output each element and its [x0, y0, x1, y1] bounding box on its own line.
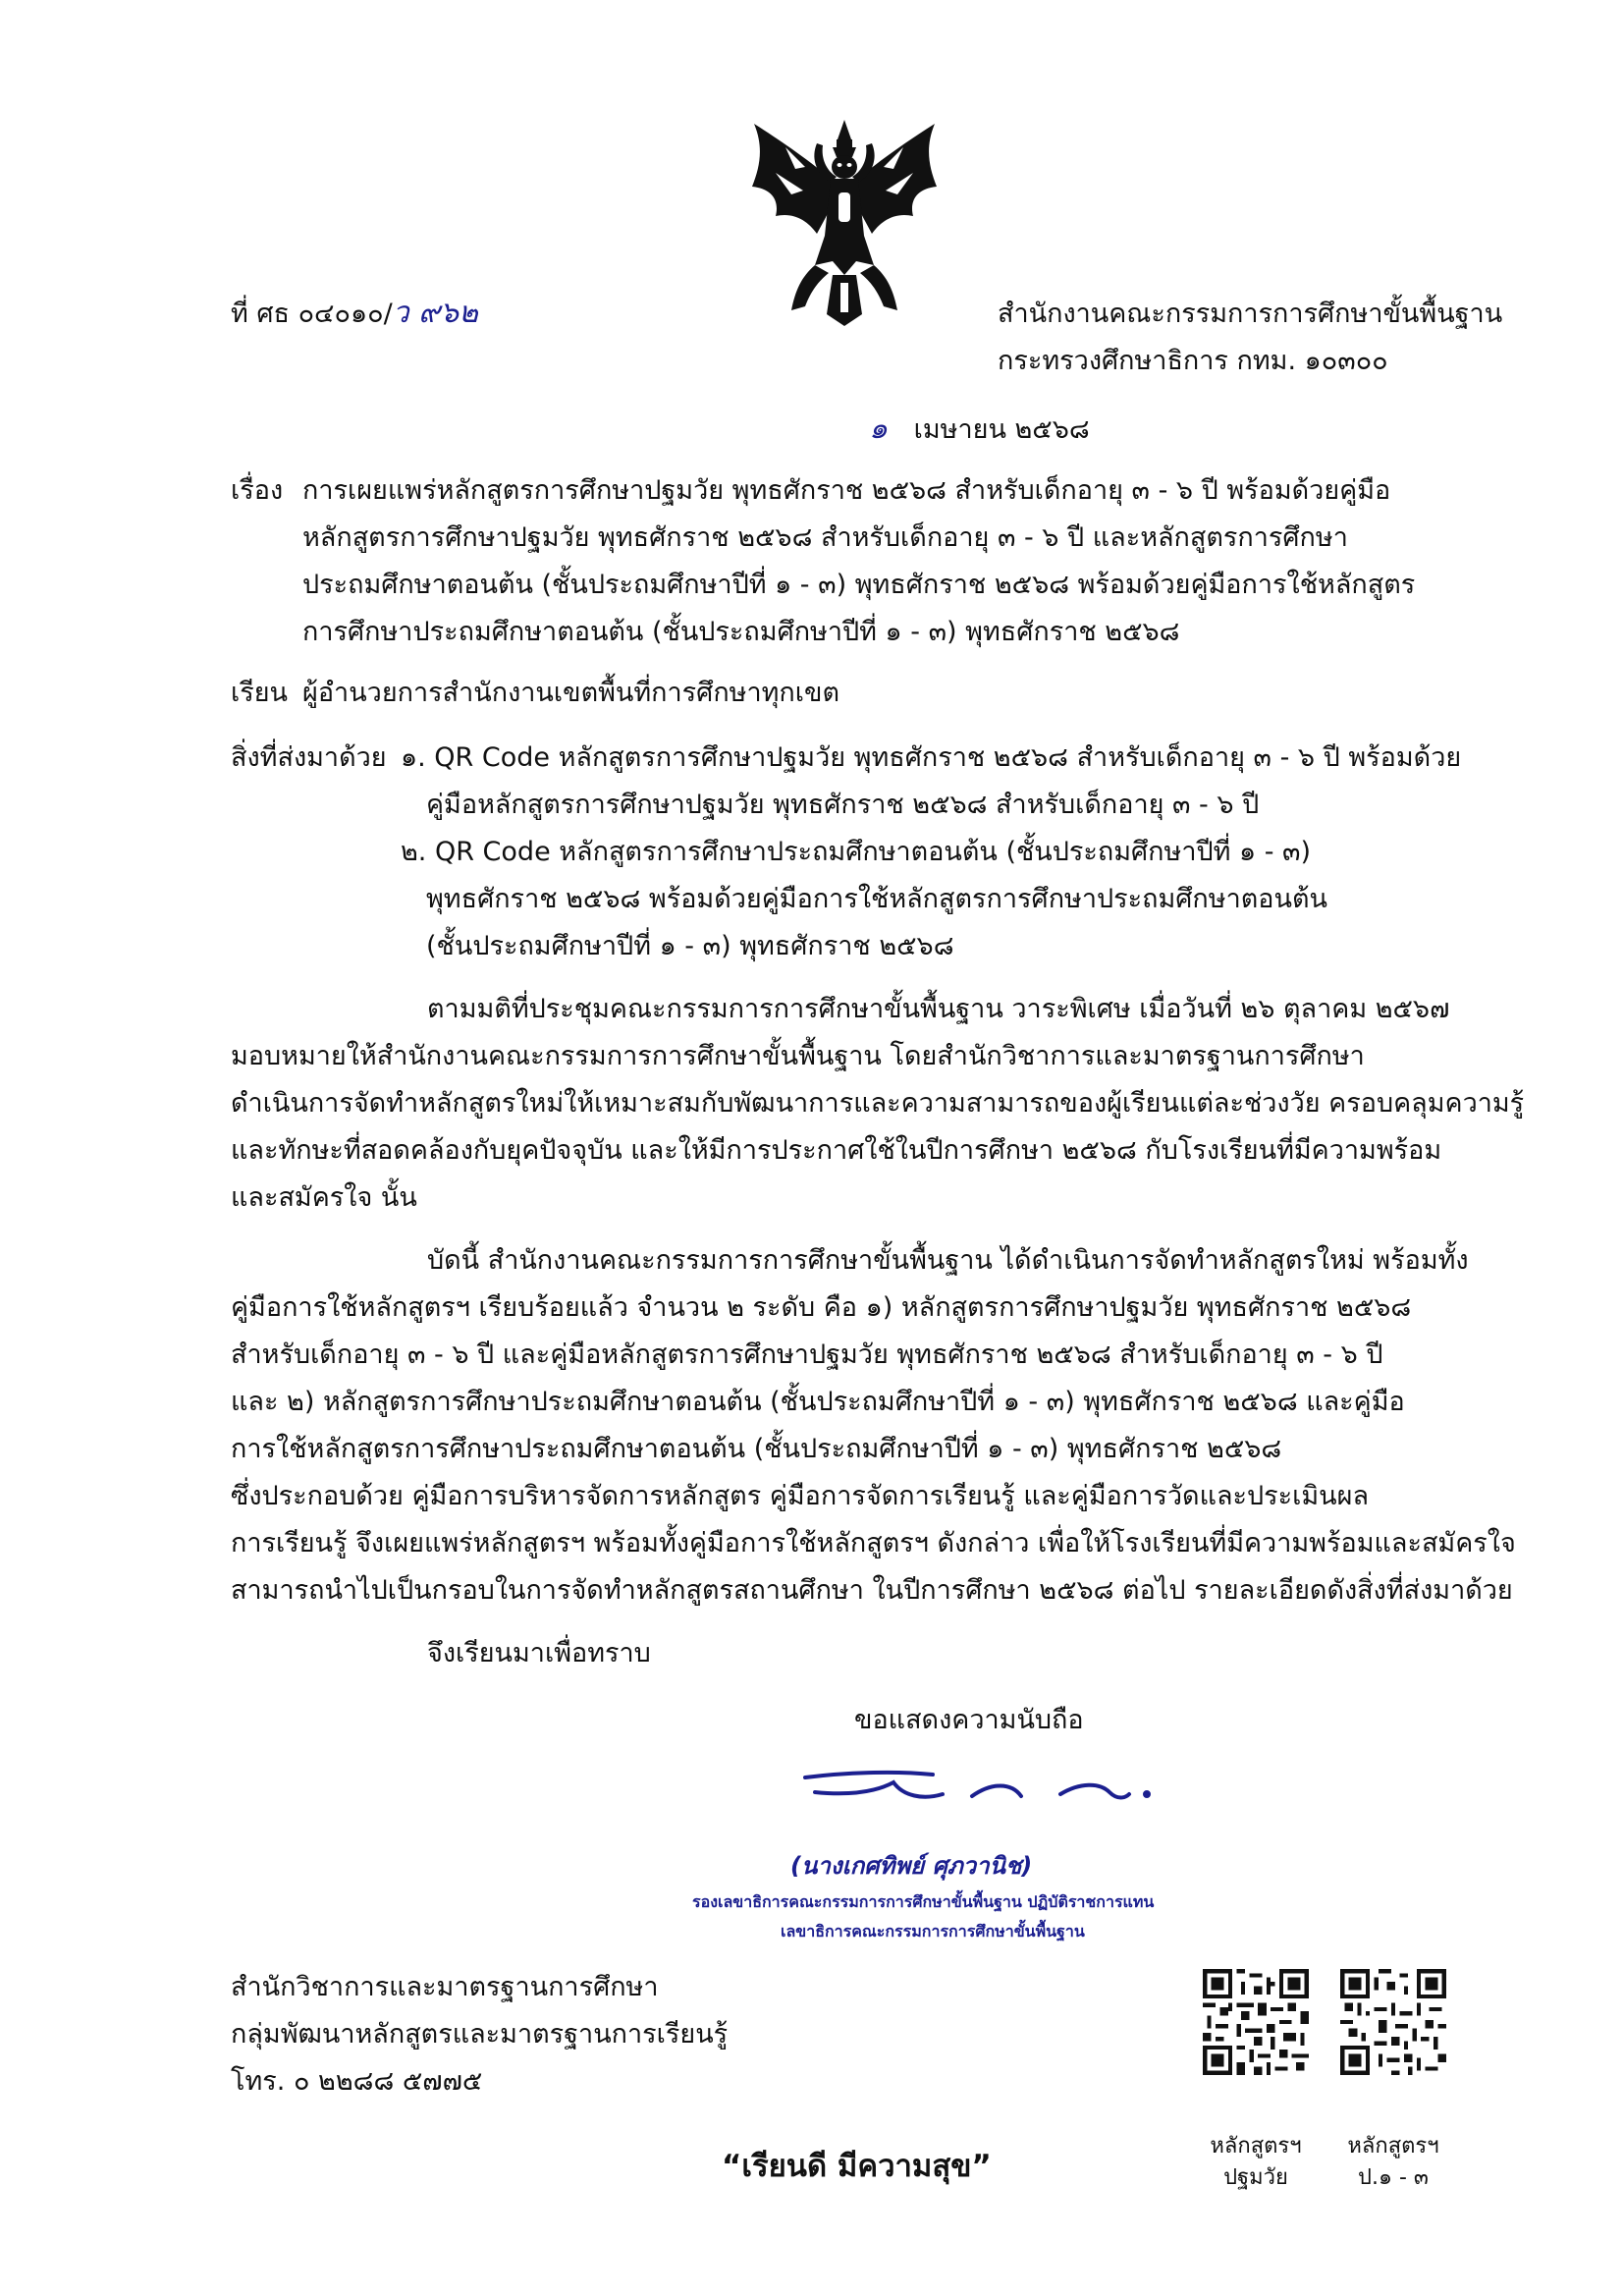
- qr-code-early-childhood[interactable]: [1203, 1969, 1309, 2075]
- paragraph-2-line-6: ซึ่งประกอบด้วย คู่มือการบริหารจัดการหลักสูตร คู่มือการจัดการเรียนรู้ และคู่มือการวัดและประเมินผล: [231, 1481, 1370, 1511]
- document-date: [869, 411, 1090, 446]
- closing-request: จึงเรียนมาเพื่อทราบ: [427, 1638, 651, 1668]
- paragraph-1-line-3: ดำเนินการจัดทำหลักสูตรใหม่ให้เหมาะสมกับพัฒนาการและความสามารถของผู้เรียนแต่ละช่วงวัย ครอบคลุมความรู้: [231, 1088, 1525, 1119]
- attachment-1-line-2: คู่มือหลักสูตรการศึกษาปฐมวัย พุทธศักราช ๒๕๖๘ สำหรับเด็กอายุ ๓ - ๖ ปี: [426, 790, 1260, 820]
- qr-code-primary[interactable]: [1340, 1969, 1446, 2075]
- paragraph-1-line-2: มอบหมายให้สำนักงานคณะกรรมการการศึกษาขั้นพื้นฐาน โดยสำนักวิชาการและมาตรฐานการศึกษา: [231, 1041, 1365, 1071]
- paragraph-1-line-4: และทักษะที่สอดคล้องกับยุคปัจจุบัน และให้มีการประกาศใช้ในปีการศึกษา ๒๕๖๘ กับโรงเรียนที่มีความพร้อม: [231, 1135, 1442, 1166]
- date-month-year: เมษายน ๒๕๖๘: [913, 414, 1090, 445]
- slogan: “เรียนดี มีความสุข”: [722, 2149, 992, 2184]
- office-name: สำนักงานคณะกรรมการการศึกษาขั้นพื้นฐาน: [998, 299, 1503, 329]
- to-label: เรียน: [231, 678, 289, 708]
- attachment-2-line-3: (ชั้นประถมศึกษาปีที่ ๑ - ๓) พุทธศักราช ๒๕๖๘: [426, 931, 954, 961]
- attachment-2-line-2: พุทธศักราช ๒๕๖๘ พร้อมด้วยคู่มือการใช้หลักสูตรการศึกษาประถมศึกษาตอนต้น: [426, 884, 1327, 914]
- date-day-handwritten: ๑: [869, 411, 889, 446]
- paragraph-2-line-5: การใช้หลักสูตรการศึกษาประถมศึกษาตอนต้น (ชั้นประถมศึกษาปีที่ ๑ - ๓) พุทธศักราช ๒๕๖๘: [231, 1434, 1282, 1464]
- footer-department: สำนักวิชาการและมาตรฐานการศึกษา: [231, 1972, 659, 2002]
- qr-label-primary: [1329, 2131, 1457, 2194]
- reference-number: [231, 296, 478, 330]
- subject-line-2: หลักสูตรการศึกษาปฐมวัย พุทธศักราช ๒๕๖๘ สำหรับเด็กอายุ ๓ - ๖ ปี และหลักสูตรการศึกษา: [302, 522, 1348, 553]
- paragraph-1-line-5: และสมัครใจ นั้น: [231, 1182, 417, 1213]
- paragraph-2-line-7: การเรียนรู้ จึงเผยแพร่หลักสูตรฯ พร้อมทั้งคู่มือการใช้หลักสูตรฯ ดังกล่าว เพื่อให้โรงเรียนที่มีความพร้อมและสมัครใจ: [231, 1528, 1516, 1558]
- reference-handwritten: ว ๙๖๒: [392, 296, 478, 330]
- paragraph-2-line-4: และ ๒) หลักสูตรการศึกษาประถมศึกษาตอนต้น (ชั้นประถมศึกษาปีที่ ๑ - ๓) พุทธศักราช ๒๕๖๘ และคู่มือ: [231, 1387, 1405, 1417]
- reference-prefix: ที่ ศธ ๐๔๐๑๐/: [231, 299, 393, 329]
- signatory-name: (นางเกศทิพย์ ศุภวานิช): [790, 1852, 1033, 1880]
- paragraph-2-line-2: คู่มือการใช้หลักสูตรฯ เรียบร้อยแล้ว จำนวน ๒ ระดับ คือ ๑) หลักสูตรการศึกษาปฐมวัย พุทธศักราช ๒๕๖๘: [231, 1292, 1412, 1323]
- to-recipient: ผู้อำนวยการสำนักงานเขตพื้นที่การศึกษาทุกเขต: [302, 678, 839, 708]
- footer-phone: โทร. ๐ ๒๒๘๘ ๕๗๗๕: [231, 2066, 483, 2097]
- office-address: กระทรวงศึกษาธิการ กทม. ๑๐๓๐๐: [998, 346, 1388, 376]
- subject-label: เรื่อง: [231, 475, 284, 506]
- attachments-label: สิ่งที่ส่งมาด้วย: [231, 742, 387, 773]
- subject-line-3: ประถมศึกษาตอนต้น (ชั้นประถมศึกษาปีที่ ๑ - ๓) พุทธศักราช ๒๕๖๘ พร้อมด้วยคู่มือการใช้หลักสูตร: [302, 570, 1416, 600]
- qr-1-label-line-2: ปฐมวัย: [1223, 2164, 1288, 2190]
- paragraph-1-line-1: ตามมติที่ประชุมคณะกรรมการการศึกษาขั้นพื้นฐาน วาระพิเศษ เมื่อวันที่ ๒๖ ตุลาคม ๒๕๖๗: [427, 994, 1450, 1024]
- paragraph-2-line-8: สามารถนำไปเป็นกรอบในการจัดทำหลักสูตรสถานศึกษา ในปีการศึกษา ๒๕๖๘ ต่อไป รายละเอียดดังสิ่งที่ส่งมาด้วย: [231, 1575, 1513, 1606]
- qr-2-label-line-2: ป.๑ - ๓: [1358, 2164, 1429, 2190]
- signatory-title-line-1: รองเลขาธิการคณะกรรมการการศึกษาขั้นพื้นฐาน ปฏิบัติราชการแทน: [692, 1892, 1155, 1911]
- signatory-title-line-2: เลขาธิการคณะกรรมการการศึกษาขั้นพื้นฐาน: [781, 1922, 1085, 1941]
- garuda-emblem: [746, 118, 943, 329]
- footer-division: กลุ่มพัฒนาหลักสูตรและมาตรฐานการเรียนรู้: [231, 2019, 729, 2050]
- qr-label-early-childhood: [1192, 2131, 1320, 2194]
- paragraph-2-line-1: บัดนี้ สำนักงานคณะกรรมการการศึกษาขั้นพื้นฐาน ได้ดำเนินการจัดทำหลักสูตรใหม่ พร้อมทั้ง: [427, 1245, 1469, 1276]
- attachment-1-line-1: ๑. QR Code หลักสูตรการศึกษาปฐมวัย พุทธศักราช ๒๕๖๘ สำหรับเด็กอายุ ๓ - ๖ ปี พร้อมด้วย: [401, 742, 1462, 773]
- qr-1-label-line-1: หลักสูตรฯ: [1210, 2134, 1302, 2159]
- closing-phrase: ขอแสดงความนับถือ: [854, 1705, 1084, 1735]
- attachment-2-line-1: ๒. QR Code หลักสูตรการศึกษาประถมศึกษาตอนต้น (ชั้นประถมศึกษาปีที่ ๑ - ๓): [401, 837, 1312, 867]
- paragraph-2-line-3: สำหรับเด็กอายุ ๓ - ๖ ปี และคู่มือหลักสูตรการศึกษาปฐมวัย พุทธศักราช ๒๕๖๘ สำหรับเด็กอายุ ๓ - ๖ ปี: [231, 1339, 1383, 1370]
- handwritten-signature: [785, 1753, 1178, 1831]
- qr-2-label-line-1: หลักสูตรฯ: [1347, 2134, 1439, 2159]
- subject-line-4: การศึกษาประถมศึกษาตอนต้น (ชั้นประถมศึกษาปีที่ ๑ - ๓) พุทธศักราช ๒๕๖๘: [302, 617, 1180, 647]
- subject-line-1: การเผยแพร่หลักสูตรการศึกษาปฐมวัย พุทธศักราช ๒๕๖๘ สำหรับเด็กอายุ ๓ - ๖ ปี พร้อมด้วยคู่มือ: [302, 475, 1391, 506]
